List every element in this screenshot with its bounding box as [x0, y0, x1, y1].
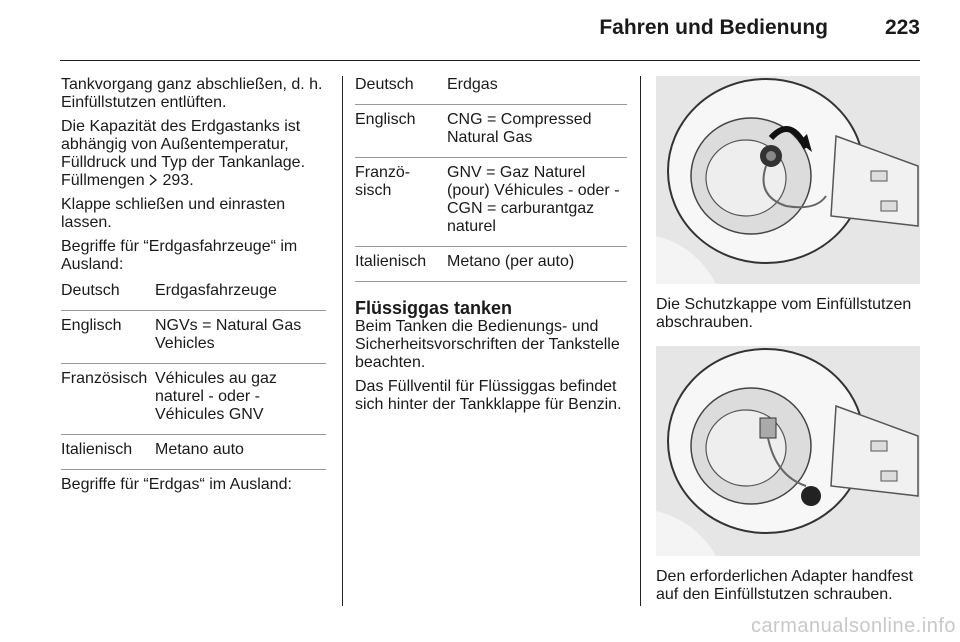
table-row [355, 158, 627, 247]
term-cell: NGVs = Natural Gas Vehicles [155, 317, 302, 352]
language-cell: Englisch [355, 111, 416, 128]
terms-table-vehicles [61, 282, 326, 470]
paragraph: Das Füllventil für Flüssiggas befindet sich hinter der Tankklappe für Benzin. [355, 378, 622, 413]
table-row [61, 435, 326, 470]
watermark: carmanualsonline.info [750, 615, 956, 637]
term-cell: CNG = Compressed Natural Gas [447, 111, 592, 146]
column-middle [355, 76, 627, 420]
photo-remove-cap [656, 76, 920, 284]
table-row [61, 311, 326, 364]
table-row [355, 247, 627, 282]
column-divider [342, 76, 343, 606]
table-row [61, 364, 326, 435]
term-cell: Véhicules au gaz naturel - oder - Véhicules GNV [155, 370, 277, 423]
language-cell: Französisch [61, 370, 148, 387]
term-cell: GNV = Gaz Naturel (pour) Véhicules - oder - CGN = carburantgaz naturel [447, 164, 620, 235]
photo-attach-adapter [656, 346, 920, 556]
page-number: 223 [884, 16, 920, 39]
term-cell: Metano auto [155, 441, 244, 458]
table-row [355, 76, 627, 105]
language-cell: Deutsch [61, 282, 120, 299]
paragraph: Begriffe für “Erdgas“ im Ausland: [61, 476, 292, 493]
page-reference[interactable]: 293. [158, 172, 194, 189]
paragraph: Begriffe für “Erdgasfahrzeuge“ im Ausland: [61, 238, 298, 273]
table-row [61, 282, 326, 311]
column-left [61, 76, 326, 500]
term-cell: Erdgas [447, 76, 498, 93]
section-heading: Flüssiggas tanken [355, 298, 513, 318]
language-cell: Franzö- sisch [355, 164, 411, 199]
column-right [656, 76, 920, 618]
terms-table-gas [355, 76, 627, 282]
language-cell: Italienisch [61, 441, 133, 458]
paragraph: Klappe schließen und einrasten lassen. [61, 196, 286, 231]
photo-caption: Den erforderlichen Adapter handfest auf den Einfüllstutzen schrauben. [656, 568, 914, 603]
language-cell: Englisch [61, 317, 122, 334]
arrow-reference-icon[interactable] [149, 173, 158, 185]
paragraph: Tankvorgang ganz abschließen, d. h. Einfüllstutzen entlüften. [61, 76, 323, 111]
paragraph-text: Die Kapazität des Erdgastanks ist abhängig von Außentemperatur, Fülldruck und Typ der Tankanlage. Füllmengen [61, 118, 306, 189]
table-row [355, 105, 627, 158]
photo-caption: Die Schutzkappe vom Einfüllstutzen abschrauben. [656, 296, 912, 331]
language-cell: Italienisch [355, 253, 427, 270]
page-header-title: Fahren und Bedienung [599, 16, 828, 39]
language-cell: Deutsch [355, 76, 414, 93]
paragraph: Beim Tanken die Bedienungs- und Sicherheitsvorschriften der Tankstelle beachten. [355, 318, 620, 371]
term-cell: Erdgasfahrzeuge [155, 282, 277, 299]
header-rule [60, 60, 920, 61]
column-divider [640, 76, 641, 606]
term-cell: Metano (per auto) [447, 253, 575, 270]
paragraph [61, 118, 326, 190]
